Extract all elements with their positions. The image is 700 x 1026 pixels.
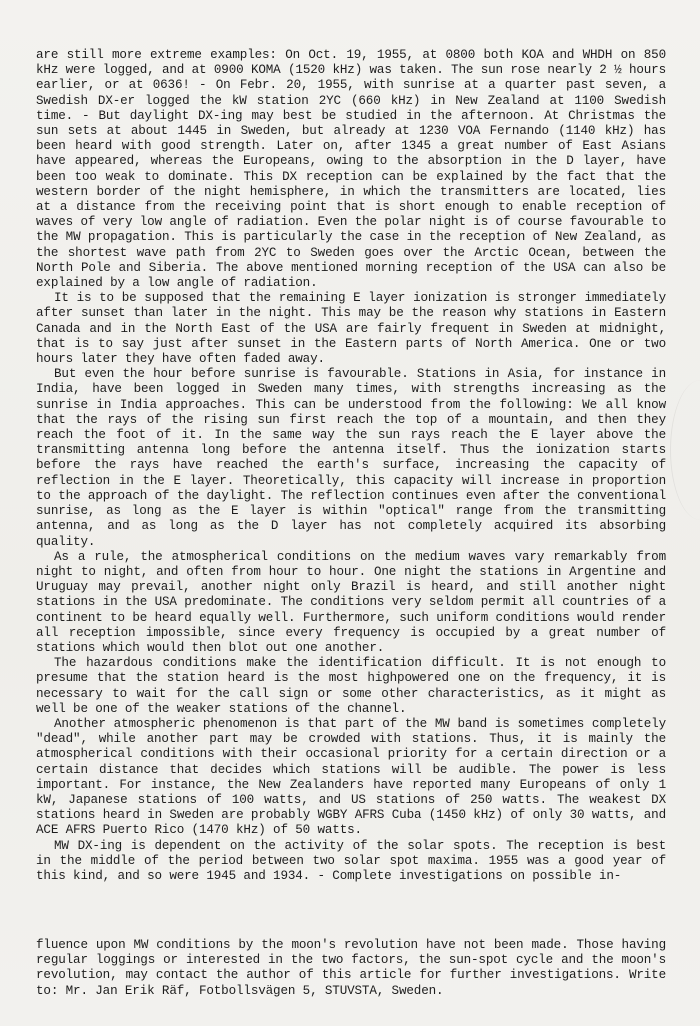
footer-paragraph: fluence upon MW conditions by the moon's revolution have not been made. Those having regular loggings or interested in the two factors, the sun-spot cycle and the moon's revolution, may contact the author of this article for further investigations. Write to: Mr. Jan Erik Räf, Fotbollsvägen 5, STUVSTA, Sweden. [36,938,666,998]
paragraph-1: are still more extreme examples: On Oct. 19, 1955, at 0800 both KOA and WHDH on 850 kHz were logged, and at 0900 KOMA (1520 kHz) was taken. The sun rose nearly 2 ½ hours earlier, or at 0636! - On Febr. 20, 1955, with sunrise at a quarter past seven, a Swedish DX-er logged the kW station 2YC (660 kHz) in New Zealand at 1100 Swedish time. - But daylight DX-ing may best be studied in the afternoon. At Christmas the sun sets at about 1445 in Sweden, but already at 1230 VOA Fernando (1140 kHz) has been heard with good strength. Later on, after 1345 a great number of East Asians have appeared, whereas the Europeans, owing to the absorption in the D layer, have been too weak to dominate. This DX reception can be explained by the fact that the western border of the night hemisphere, in which the transmitters are located, lies at a distance from the receiving point that is short enough to enable reception of waves of very low angle of radiation. Even the polar night is of course favourable to the MW propagation. This is particularly the case in the reception of New Zealand, as the shortest wave path from 2YC to Sweden goes over the Arctic Ocean, between the North Pole and Siberia. The above mentioned morning reception of the USA can also be explained by a low angle of radiation. [36,48,666,291]
article-body [36,48,666,884]
paragraph-3: But even the hour before sunrise is favourable. Stations in Asia, for instance in India, have been logged in Sweden many times, with strengths increasing as the sunrise in India approaches. This can be understood from the following: We all know that the rays of the rising sun first reach the top of a mountain, and then they reach the foot of it. In the same way the sun rays reach the E layer above the transmitting antenna long before the antenna itself. Thus the ionization starts before the rays have reached the earth's surface, increasing the capacity of reflection in the E layer. Theoretically, this capacity will increase in proportion to the approach of the daylight. The reflection continues even after the conventional sunrise, as long as the E layer is within "optical" range from the transmitting antenna, and as long as the D layer has not completely acquired its absorbing quality. [36,367,666,549]
paragraph-7: MW DX-ing is dependent on the activity of the solar spots. The reception is best in the middle of the period between two solar spot maxima. 1955 was a good year of this kind, and so were 1945 and 1934. - Complete investigations on possible in- [36,838,666,883]
paragraph-5: The hazardous conditions make the identification difficult. It is not enough to presume that the station heard is the most highpowered one on the frequency, it is necessary to wait for the call sign or some other characteristics, as it might as well be one of the weaker stations of the channel. [36,656,666,716]
paragraph-4: As a rule, the atmospherical conditions on the medium waves vary remarkably from night to night, and often from hour to hour. One night the stations in Argentine and Uruguay may prevail, another night only Brazil is heard, and still another night stations in the USA predominate. The conditions very seldom permit all countries of a continent to be heard equally well. Furthermore, such uniform conditions would render all reception impossible, since every frequency is occupied by a great number of stations which would then blot out one another. [36,549,666,655]
article-footer [36,938,666,999]
paragraph-6: Another atmospheric phenomenon is that part of the MW band is sometimes completely "dead", while another part may be crowded with stations. Thus, it is mainly the atmospherical conditions with their occasional priority for a certain direction or a certain distance that decides which stations will be audible. The power is less important. For instance, the New Zealanders have reported many Europeans of only 1 kW, Japanese stations of 100 watts, and US stations of 250 watts. The weakest DX stations heard in Sweden are probably WGBY AFRS Cuba (1450 kHz) of only 30 watts, and ACE AFRS Puerto Rico (1470 kHz) of 50 watts. [36,716,666,838]
paragraph-2: It is to be supposed that the remaining E layer ionization is stronger immediately after sunset than later in the night. This may be the reason why stations in Eastern Canada and in the North East of the USA are fairly frequent in Sweden at midnight, that is to say just after sunset in the Eastern parts of North America. One or two hours later they have often faded away. [36,291,666,367]
paper-crease [670,380,700,520]
